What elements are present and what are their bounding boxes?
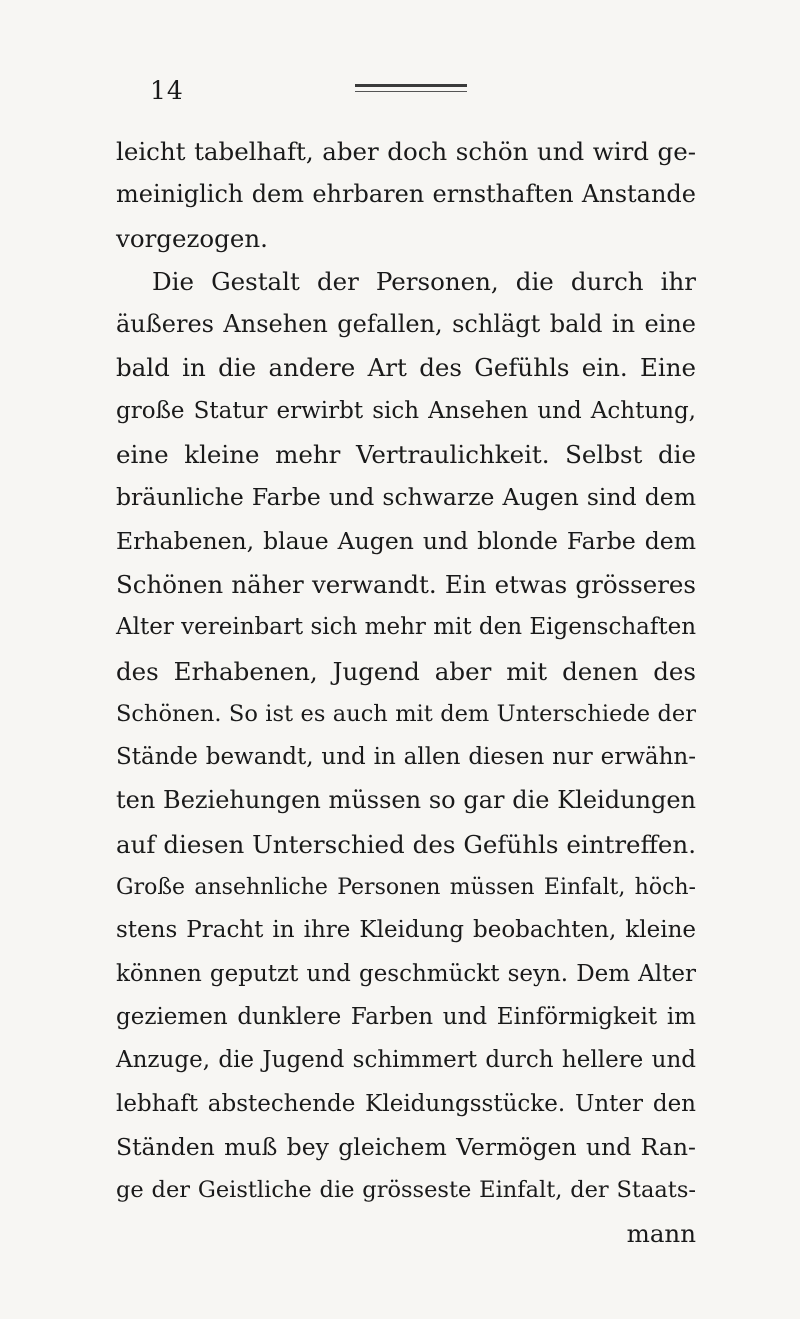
text-line: können geputzt und geschmückt seyn. Dem Alter bbox=[116, 960, 696, 987]
header-rule bbox=[355, 84, 467, 87]
header-rule-thin bbox=[355, 91, 467, 92]
text-line: auf diesen Unterschied des Gefühls eintreffen. bbox=[116, 829, 696, 859]
text-line: Die Gestalt der Personen, die durch ihr bbox=[152, 266, 696, 296]
text-line: Schönen näher verwandt. Ein etwas grösseres bbox=[116, 569, 696, 599]
text-line: Anzuge, die Jugend schimmert durch hellere und bbox=[116, 1047, 696, 1074]
text-line: lebhaft abstechende Kleidungsstücke. Unter den bbox=[116, 1090, 696, 1117]
text-line: vorgezogen. bbox=[116, 223, 268, 253]
body-text bbox=[116, 130, 696, 1256]
text-line: bald in die andere Art des Gefühls ein. Eine bbox=[116, 353, 696, 383]
text-line: meiniglich dem ehrbaren ernsthaften Anstande bbox=[116, 180, 696, 209]
text-line: Alter vereinbart sich mehr mit den Eigenschaften bbox=[116, 614, 697, 641]
text-line: bräunliche Farbe und schwarze Augen sind dem bbox=[116, 483, 696, 512]
text-line: Erhabenen, blaue Augen und blonde Farbe dem bbox=[116, 526, 696, 555]
text-line: des Erhabenen, Jugend aber mit denen des bbox=[116, 656, 696, 686]
text-line: Stände bewandt, und in allen diesen nur erwähn- bbox=[116, 744, 696, 771]
text-line: ge der Geistliche die grösseste Einfalt, der Staats- bbox=[116, 1177, 696, 1204]
text-line: Ständen muß bey gleichem Vermögen und Ran- bbox=[116, 1132, 696, 1161]
text-line: große Statur erwirbt sich Ansehen und Achtung, bbox=[116, 397, 696, 424]
text-line: geziemen dunklere Farben und Einförmigkeit im bbox=[116, 1003, 696, 1030]
text-line: äußeres Ansehen gefallen, schlägt bald in eine bbox=[116, 310, 696, 339]
text-line: Schönen. So ist es auch mit dem Unterschiede der bbox=[116, 700, 696, 727]
text-line: Große ansehnliche Personen müssen Einfalt, höch- bbox=[116, 875, 696, 901]
text-line: stens Pracht in ihre Kleidung beobachten, kleine bbox=[116, 917, 696, 944]
text-line: leicht tabelhaft, aber doch schön und wird ge- bbox=[116, 137, 696, 166]
text-line: ten Beziehungen müssen so gar die Kleidungen bbox=[116, 786, 696, 815]
catchword: mann bbox=[626, 1219, 696, 1249]
page-number: 14 bbox=[150, 76, 184, 105]
text-line: eine kleine mehr Vertraulichkeit. Selbst die bbox=[116, 440, 696, 470]
